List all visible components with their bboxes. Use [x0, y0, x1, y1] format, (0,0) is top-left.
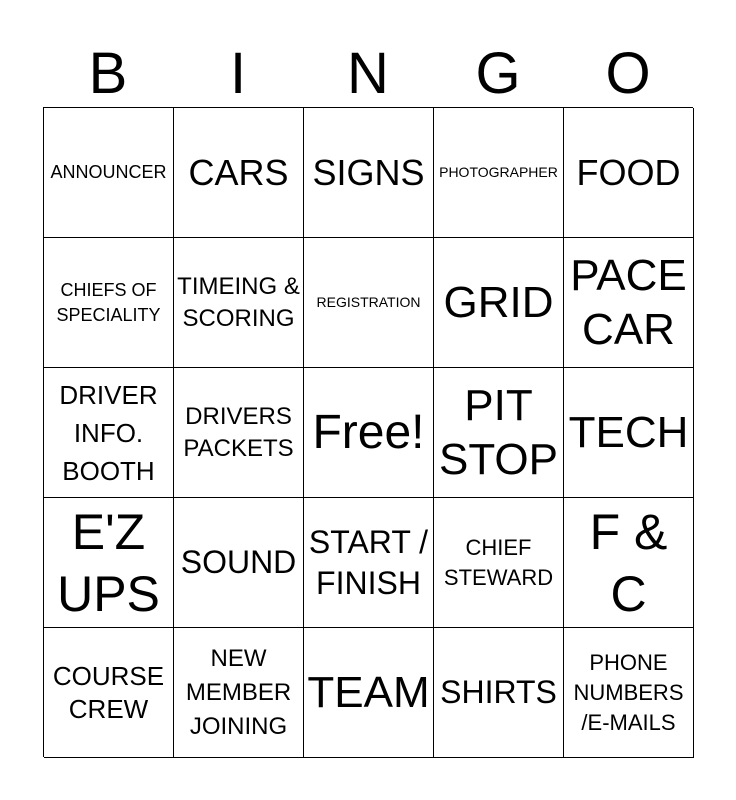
cell-label: SOUND	[180, 544, 297, 580]
cell-label: PACE CAR	[570, 250, 687, 354]
bingo-cell[interactable]	[44, 628, 174, 758]
bingo-grid	[43, 107, 693, 757]
cell-label: CHIEFS OF SPECIALITY	[56, 279, 161, 325]
header-letter-g: G	[475, 41, 521, 106]
bingo-cell[interactable]	[174, 628, 304, 758]
bingo-cell[interactable]	[44, 498, 174, 628]
cell-label: NEW MEMBER JOINING	[185, 644, 292, 740]
bingo-cell[interactable]	[434, 368, 564, 498]
cell-label: SIGNS	[312, 152, 425, 193]
cell-label: F & C	[589, 503, 668, 622]
cell-label: CARS	[188, 152, 289, 193]
cell-label: PIT STOP	[438, 380, 558, 484]
bingo-cell[interactable]	[44, 238, 174, 368]
cell-label: FOOD	[576, 152, 681, 193]
cell-label: GRID	[443, 277, 554, 327]
cell-label: E'Z UPS	[57, 503, 160, 622]
bingo-cell[interactable]	[564, 108, 694, 238]
cell-label: START / FINISH	[308, 523, 429, 601]
bingo-cell[interactable]	[44, 368, 174, 498]
cell-label: TIMEING & SCORING	[177, 272, 300, 332]
cell-label: Free!	[312, 405, 425, 459]
bingo-cell[interactable]	[304, 108, 434, 238]
bingo-cell[interactable]	[44, 108, 174, 238]
bingo-cell[interactable]	[564, 628, 694, 758]
free-space-cell[interactable]	[304, 368, 434, 498]
header-letter-n: N	[347, 41, 389, 106]
bingo-cell[interactable]	[434, 498, 564, 628]
bingo-header	[43, 40, 693, 108]
cell-label: CHIEF STEWARD	[443, 534, 554, 590]
cell-label: SHIRTS	[440, 674, 557, 710]
cell-label: COURSE CREW	[52, 660, 165, 724]
cell-label: ANNOUNCER	[50, 162, 167, 182]
cell-label: DRIVER INFO. BOOTH	[59, 379, 158, 486]
bingo-cell[interactable]	[174, 498, 304, 628]
cell-label: REGISTRATION	[316, 294, 421, 310]
bingo-cell[interactable]	[304, 238, 434, 368]
bingo-cell[interactable]	[174, 238, 304, 368]
bingo-cell[interactable]	[174, 368, 304, 498]
bingo-cell[interactable]	[434, 628, 564, 758]
header-letter-i: I	[229, 41, 247, 106]
cell-label: DRIVERS PACKETS	[183, 402, 294, 462]
bingo-cell[interactable]	[174, 108, 304, 238]
bingo-cell[interactable]	[304, 628, 434, 758]
bingo-cell[interactable]	[434, 238, 564, 368]
cell-label: TEAM	[307, 667, 430, 717]
cell-label: PHONE NUMBERS /E-MAILS	[573, 649, 684, 735]
header-letter-o: O	[605, 41, 651, 106]
bingo-cell[interactable]	[304, 498, 434, 628]
cell-label: PHOTOGRAPHER	[439, 164, 558, 180]
bingo-cell[interactable]	[564, 498, 694, 628]
bingo-cell[interactable]	[564, 238, 694, 368]
cell-label: TECH	[568, 407, 689, 457]
header-letter-b: B	[88, 41, 128, 106]
bingo-cell[interactable]	[434, 108, 564, 238]
bingo-cell[interactable]	[564, 368, 694, 498]
